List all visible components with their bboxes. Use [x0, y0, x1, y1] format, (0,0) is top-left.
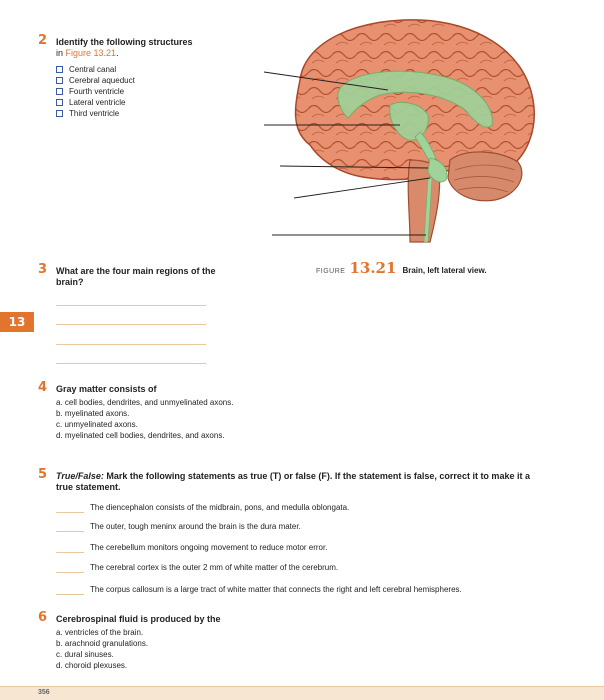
question-5-line1: Mark the following statements as true (T) or false (F). If the statement is false, correct it to make it a: [103, 471, 530, 481]
checklist-item[interactable]: [56, 97, 135, 108]
tf-answer-blank[interactable]: [56, 504, 84, 513]
option-item[interactable]: d. myelinated cell bodies, dendrites, and axons.: [56, 431, 225, 440]
checkbox-icon[interactable]: [56, 77, 63, 84]
checklist-label: Third ventricle: [69, 109, 120, 118]
checklist-item[interactable]: [56, 86, 135, 97]
tf-answer-blank[interactable]: [56, 523, 84, 532]
brain-illustration: [260, 10, 550, 245]
question-5-text: [56, 471, 576, 493]
question-3-number: 3: [38, 262, 48, 277]
option-item[interactable]: c. dural sinuses.: [56, 650, 114, 659]
tf-statement-text: The cerebellum monitors ongoing movement to reduce motor error.: [90, 543, 328, 552]
tf-statement-text: The cerebral cortex is the outer 2 mm of white matter of the cerebrum.: [90, 563, 339, 572]
checkbox-icon[interactable]: [56, 99, 63, 106]
answer-line[interactable]: [56, 324, 206, 325]
tf-statement: [56, 522, 301, 532]
checklist-label: Cerebral aqueduct: [69, 76, 135, 85]
tf-answer-blank[interactable]: [56, 544, 84, 553]
question-5-line2: true statement.: [56, 482, 121, 492]
tf-answer-blank[interactable]: [56, 564, 84, 573]
checkbox-icon[interactable]: [56, 88, 63, 95]
tf-answer-blank[interactable]: [56, 586, 84, 595]
tf-statement-text: The diencephalon consists of the midbrain, pons, and medulla oblongata.: [90, 503, 350, 512]
tf-statement: [56, 543, 327, 553]
checklist-label: Central canal: [69, 65, 117, 74]
answer-line[interactable]: [56, 344, 206, 345]
tf-statement: [56, 503, 349, 513]
checklist-item[interactable]: [56, 64, 135, 75]
question-2-checklist: [56, 64, 135, 119]
question-3-line1: What are the four main regions of the: [56, 266, 216, 276]
checklist-label: Fourth ventricle: [69, 87, 125, 96]
page-number: 356: [38, 689, 50, 696]
answer-line[interactable]: [56, 305, 206, 306]
question-3-line2: brain?: [56, 277, 84, 287]
option-item[interactable]: a. cell bodies, dendrites, and unmyelinated axons.: [56, 398, 234, 407]
checklist-label: Lateral ventricle: [69, 98, 126, 107]
question-2-text: [56, 37, 193, 59]
checkbox-icon[interactable]: [56, 110, 63, 117]
tf-statement-text: The corpus callosum is a large tract of white matter that connects the right and left cerebral hemispheres.: [90, 585, 462, 594]
question-4-options: [56, 397, 233, 441]
figure-caption-text: Brain, left lateral view.: [402, 266, 487, 275]
question-3-text: [56, 266, 216, 288]
checklist-item[interactable]: [56, 108, 135, 119]
answer-line[interactable]: [56, 363, 206, 364]
checklist-item[interactable]: [56, 75, 135, 86]
question-5-number: 5: [38, 467, 48, 482]
question-2-in: in: [56, 48, 66, 58]
question-6-text: Cerebrospinal fluid is produced by the: [56, 614, 221, 624]
question-2-number: 2: [38, 33, 48, 48]
option-item[interactable]: d. choroid plexuses.: [56, 661, 128, 670]
figure-label: FIGURE: [316, 268, 346, 275]
checkbox-icon[interactable]: [56, 66, 63, 73]
tf-statement: [56, 585, 462, 595]
option-item[interactable]: b. myelinated axons.: [56, 409, 130, 418]
option-item[interactable]: a. ventricles of the brain.: [56, 628, 144, 637]
question-2-end: .: [116, 48, 119, 58]
true-false-label: True/False:: [56, 471, 104, 481]
question-4-text: Gray matter consists of: [56, 384, 157, 394]
option-item[interactable]: c. unmyelinated axons.: [56, 420, 138, 429]
tf-statement-text: The outer, tough meninx around the brain is the dura mater.: [90, 522, 301, 531]
question-4-number: 4: [38, 380, 48, 395]
figure-caption: [316, 259, 487, 277]
page-footer-bar: [0, 686, 604, 700]
figure-number: 13.21: [349, 259, 397, 277]
option-item[interactable]: b. arachnoid granulations.: [56, 639, 149, 648]
figure-reference-link[interactable]: Figure 13.21: [65, 48, 117, 58]
question-2-line1: Identify the following structures: [56, 37, 193, 47]
question-6-options: [56, 627, 148, 671]
tf-statement: [56, 563, 338, 573]
question-6-number: 6: [38, 610, 48, 625]
chapter-tab: 13: [0, 312, 34, 332]
